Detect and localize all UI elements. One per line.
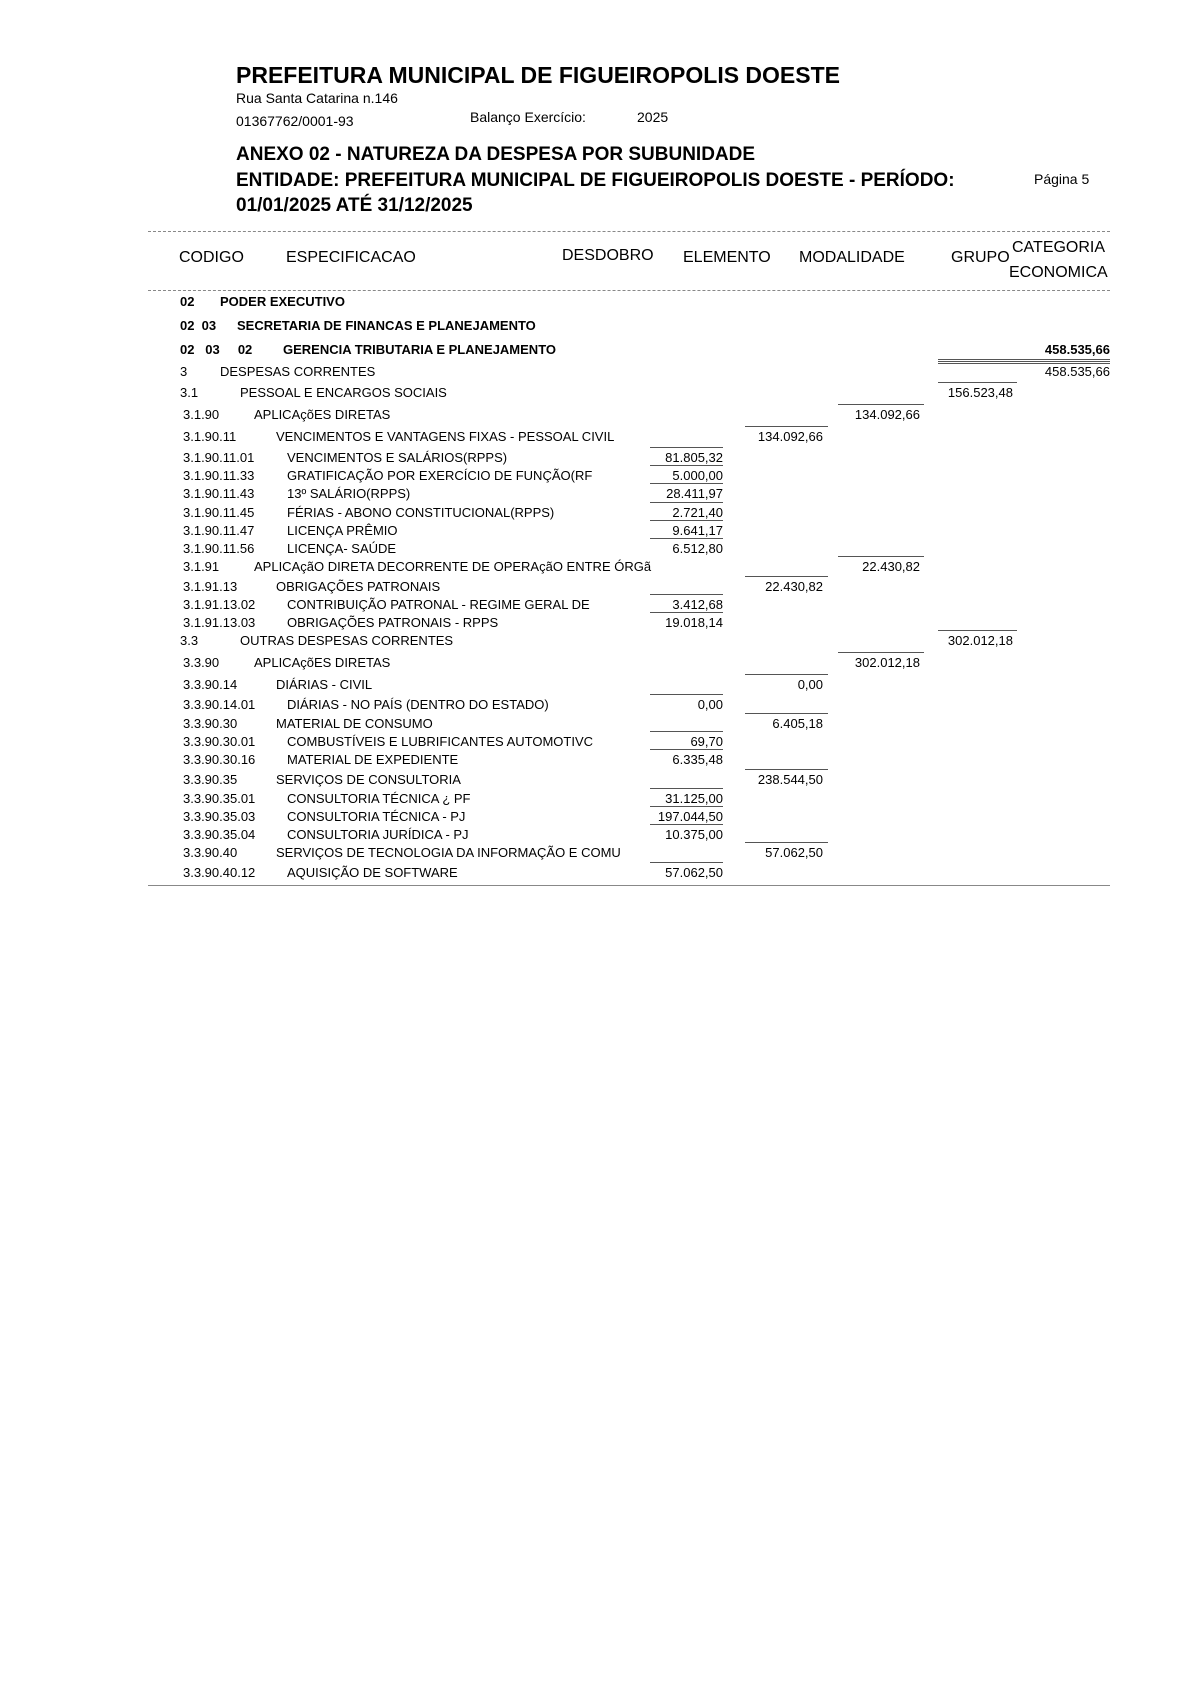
row-code: 3.1.90.11.56 [183,541,255,556]
row-description: CONTRIBUIÇÃO PATRONAL - REGIME GERAL DE [287,597,590,612]
row-description: COMBUSTÍVEIS E LUBRIFICANTES AUTOMOTIVC [287,734,594,749]
row-description: APLICAçãO DIRETA DECORRENTE DE OPERAçãO ENTRE ÓRGã [254,559,652,574]
table-row [0,559,1191,576]
value-overline [650,538,723,539]
row-code: 3.1.90.11.01 [183,450,255,465]
address: Rua Santa Catarina n.146 [236,90,398,106]
row-code: 3.1.90.11.45 [183,505,255,520]
row-description: APLICAçõES DIRETAS [254,655,391,670]
org-title: PREFEITURA MUNICIPAL DE FIGUEIROPOLIS DOESTE [236,62,841,88]
table-row [0,791,1191,808]
table-row [0,505,1191,522]
value-overline [745,713,828,714]
row-value-desdobro: 2.721,40 [672,505,723,520]
value-overline [650,862,723,863]
row-value-elemento: 22.430,82 [765,579,823,594]
value-overline [650,502,723,503]
row-value-elemento: 134.092,66 [757,429,823,444]
value-overline [650,788,723,789]
value-overline [650,612,723,613]
value-overline [650,594,723,595]
table-row [0,579,1191,596]
row-description: DIÁRIAS - NO PAÍS (DENTRO DO ESTADO) [287,697,549,712]
row-code: 3.1.90.11.43 [183,486,255,501]
table-row [0,752,1191,769]
exercise-year: 2025 [637,109,669,125]
value-overline [745,769,828,770]
row-code: 3.1.91.13.03 [183,615,256,630]
row-code: 3.3.90.14 [183,677,238,692]
value-overline [650,824,723,825]
row-description: OBRIGAÇÕES PATRONAIS [276,579,441,594]
table-row [0,734,1191,751]
unit-row-poder [0,294,1191,311]
table-row [0,655,1191,672]
col-grupo: GRUPO [951,249,1010,266]
row-description: SERVIÇOS DE CONSULTORIA [276,772,461,787]
value-overline [650,465,723,466]
row-value-desdobro: 9.641,17 [672,523,723,538]
col-categoria: CATEGORIA [1012,239,1106,256]
row-code: 3.3.90.40.12 [183,865,256,880]
table-row [0,450,1191,467]
row-value-desdobro: 5.000,00 [672,468,723,483]
row-value-desdobro: 0,00 [697,697,723,712]
row-description: OBRIGAÇÕES PATRONAIS - RPPS [287,615,499,630]
row-code: 3.3 [180,633,199,648]
row-description: CONSULTORIA TÉCNICA - PJ [287,809,466,824]
row-description: GRATIFICAÇÃO POR EXERCÍCIO DE FUNÇÃO(RF [287,468,593,483]
row-value-desdobro: 19.018,14 [665,615,723,630]
col-economica: ECONOMICA [1009,264,1108,281]
value-overline [838,404,924,405]
table-row [0,429,1191,446]
unit-code: 02 03 02 [180,342,253,357]
row-description: MATERIAL DE CONSUMO [276,716,433,731]
row-code: 3.1.90.11.33 [183,468,255,483]
row-code: 3.1.91 [183,559,220,574]
table-row [0,697,1191,714]
row-code: 3.1.91.13 [183,579,238,594]
unit-code: 02 03 [180,318,217,333]
table-row [0,809,1191,826]
value-overline [745,426,828,427]
table-row [0,364,1191,381]
row-code: 3.1.90.11 [183,429,237,444]
table-row [0,486,1191,503]
row-value-elemento: 0,00 [797,677,823,692]
value-overline [650,806,723,807]
cnpj: 01367762/0001-93 [236,113,354,129]
table-row [0,385,1191,402]
value-overline [938,630,1017,631]
row-value-desdobro: 57.062,50 [665,865,723,880]
unit-total: 458.535,66 [1044,342,1110,357]
row-description: PESSOAL E ENCARGOS SOCIAIS [240,385,447,400]
table-row [0,468,1191,485]
unit-name: GERENCIA TRIBUTARIA E PLANEJAMENTO [283,342,557,357]
value-overline [838,556,924,557]
row-code: 3.1.90.11.47 [183,523,255,538]
report-title: ANEXO 02 - NATUREZA DA DESPESA POR SUBUNIDADE [236,144,756,165]
period: 01/01/2025 ATÉ 31/12/2025 [236,195,473,216]
unit-name: SECRETARIA DE FINANCAS E PLANEJAMENTO [237,318,536,333]
value-overline [745,842,828,843]
row-code: 3.3.90.30 [183,716,238,731]
row-code: 3.3.90.35.01 [183,791,256,806]
header-rule-top [148,231,1110,232]
table-row [0,523,1191,540]
table-row [0,827,1191,844]
value-overline [938,382,1017,383]
value-overline [650,520,723,521]
col-modalidade: MODALIDADE [799,249,905,266]
table-row [0,772,1191,789]
table-row [0,407,1191,424]
table-row [0,845,1191,862]
row-code: 3.3.90.14.01 [183,697,256,712]
unit-name: PODER EXECUTIVO [220,294,345,309]
row-description: CONSULTORIA TÉCNICA ¿ PF [287,791,471,806]
row-code: 3.3.90.30.01 [183,734,256,749]
row-description: DIÁRIAS - CIVIL [276,677,373,692]
table-row [0,597,1191,614]
row-description: FÉRIAS - ABONO CONSTITUCIONAL(RPPS) [287,505,555,520]
table-row [0,865,1191,882]
row-value-desdobro: 31.125,00 [665,791,723,806]
row-value-grupo: 156.523,48 [947,385,1013,400]
table-row [0,633,1191,650]
col-desdobro: DESDOBRO [562,247,654,264]
row-value-elemento: 57.062,50 [765,845,823,860]
row-value-desdobro: 69,70 [690,734,723,749]
row-description: SERVIÇOS DE TECNOLOGIA DA INFORMAÇÃO E COMU [276,845,621,860]
row-value-modalidade: 134.092,66 [854,407,920,422]
balanco-label: Balanço Exercício: [470,109,586,125]
page-number: Página 5 [1034,171,1090,187]
row-code: 3.3.90 [183,655,220,670]
row-description: OUTRAS DESPESAS CORRENTES [240,633,454,648]
table-row [0,716,1191,733]
row-description: DESPESAS CORRENTES [220,364,376,379]
row-description: APLICAçõES DIRETAS [254,407,391,422]
row-code: 3.3.90.30.16 [183,752,256,767]
table-row [0,541,1191,558]
col-especificacao: ESPECIFICACAO [286,249,416,266]
row-value-modalidade: 302.012,18 [854,655,920,670]
value-overline [745,674,828,675]
row-value-desdobro: 6.512,80 [672,541,723,556]
row-description: CONSULTORIA JURÍDICA - PJ [287,827,469,842]
value-overline [650,447,723,448]
row-code: 3.1 [180,385,199,400]
row-value-desdobro: 28.411,97 [666,486,723,501]
value-overline [650,731,723,732]
entity-line: ENTIDADE: PREFEITURA MUNICIPAL DE FIGUEIROPOLIS DOESTE - PERÍODO: [236,170,955,191]
row-code: 3.3.90.40 [183,845,238,860]
row-code: 3.1.91.13.02 [183,597,256,612]
row-value-elemento: 238.544,50 [757,772,823,787]
row-value-categoria: 458.535,66 [1044,364,1110,379]
col-elemento: ELEMENTO [683,249,771,266]
row-value-desdobro: 197.044,50 [657,809,723,824]
row-value-modalidade: 22.430,82 [862,559,920,574]
row-value-desdobro: 3.412,68 [672,597,723,612]
header-rule-bottom [148,290,1110,291]
row-value-desdobro: 10.375,00 [665,827,723,842]
row-description: LICENÇA- SAÚDE [287,541,397,556]
table-row [0,677,1191,694]
row-description: LICENÇA PRÊMIO [287,523,398,538]
unit-code: 02 [180,294,195,309]
row-description: VENCIMENTOS E VANTAGENS FIXAS - PESSOAL CIVIL [276,429,615,444]
unit-row-secretaria [0,318,1191,335]
row-code: 3 [180,364,188,379]
row-value-grupo: 302.012,18 [947,633,1013,648]
row-value-desdobro: 81.805,32 [665,450,723,465]
row-code: 3.1.90 [183,407,220,422]
row-description: MATERIAL DE EXPEDIENTE [287,752,459,767]
value-overline [938,361,1110,364]
row-description: AQUISIÇÃO DE SOFTWARE [287,865,458,880]
table-bottom-rule [148,885,1110,886]
value-overline [650,483,723,484]
value-overline [650,749,723,750]
row-description: VENCIMENTOS E SALÁRIOS(RPPS) [287,450,508,465]
row-code: 3.3.90.35 [183,772,238,787]
value-overline [745,576,828,577]
row-value-desdobro: 6.335,48 [672,752,723,767]
row-code: 3.3.90.35.04 [183,827,256,842]
row-description: 13º SALÁRIO(RPPS) [287,486,411,501]
col-codigo: CODIGO [179,249,244,266]
value-overline [650,694,723,695]
row-value-elemento: 6.405,18 [772,716,823,731]
value-overline [838,652,924,653]
unit-row-gerencia [0,342,1191,359]
row-code: 3.3.90.35.03 [183,809,256,824]
